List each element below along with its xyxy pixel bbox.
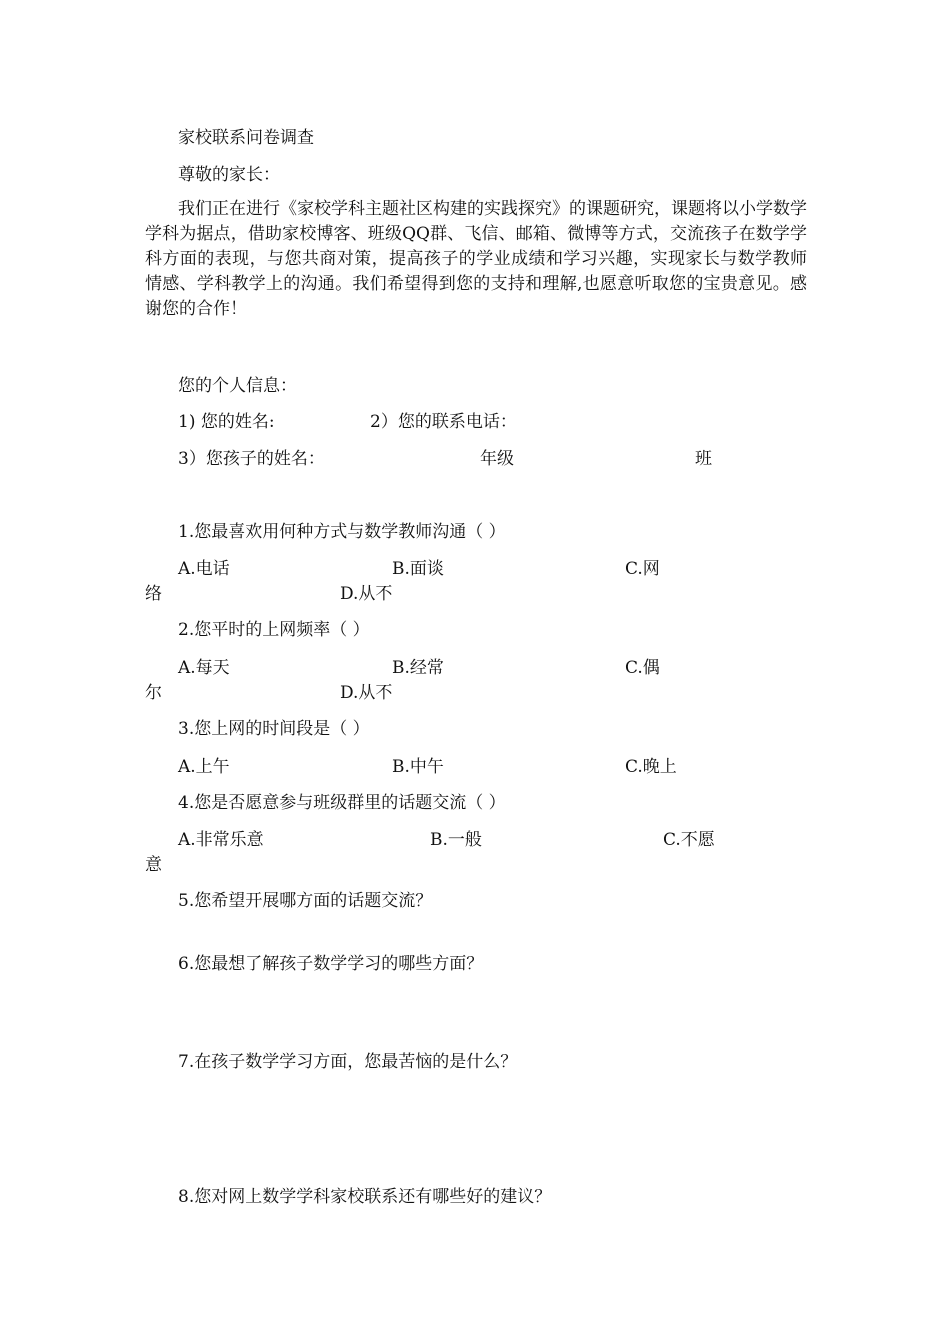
question-5: 5.您希望开展哪方面的话题交流？ xyxy=(178,891,433,911)
question-4: 4.您是否愿意参与班级群里的话题交流（ ） xyxy=(178,793,506,813)
salutation: 尊敬的家长： xyxy=(178,165,280,185)
q4-option-b: B.一般 xyxy=(430,830,482,850)
intro-paragraph: 我们正在进行《家校学科主题社区构建的实践探究》的课题研究，课题将以小学数学学科为据点，借助家校博客、班级QQ群、飞信、邮箱、微博等方式，交流孩子在数学学科方面的表现，与您共商对策，提高孩子的学业成绩和学习兴趣，实现家长与数学教师情感、学科教学上的沟通。我们希望得到您的支持和理解,也愿意听取您的宝贵意见。感谢您的合作！ xyxy=(145,199,807,319)
question-6: 6.您最想了解孩子数学学习的哪些方面？ xyxy=(178,954,484,974)
q1-option-b: B.面谈 xyxy=(392,559,444,579)
q3-option-a: A.上午 xyxy=(178,757,230,777)
q4-option-c-wrap: 意 xyxy=(145,855,162,875)
personal-info-heading: 您的个人信息： xyxy=(178,376,297,396)
q2-option-c: C.偶 xyxy=(625,658,660,678)
q1-option-c-wrap: 络 xyxy=(145,584,162,604)
q2-option-d: D.从不 xyxy=(340,683,393,703)
q1-option-d: D.从不 xyxy=(340,584,393,604)
question-8: 8.您对网上数学学科家校联系还有哪些好的建议？ xyxy=(178,1187,552,1207)
grade-field-label: 年级 xyxy=(480,449,514,469)
q2-option-c-wrap: 尔 xyxy=(145,683,162,703)
q1-option-c: C.网 xyxy=(625,559,660,579)
question-1: 1.您最喜欢用何种方式与数学教师沟通（ ） xyxy=(178,522,506,542)
question-3: 3.您上网的时间段是（ ） xyxy=(178,719,370,739)
q2-option-a: A.每天 xyxy=(178,658,230,678)
question-7: 7.在孩子数学学习方面，您最苦恼的是什么？ xyxy=(178,1052,518,1072)
q2-option-b: B.经常 xyxy=(392,658,444,678)
survey-title: 家校联系问卷调查 xyxy=(178,128,314,148)
class-field-label: 班 xyxy=(695,449,712,469)
q4-option-c: C.不愿 xyxy=(663,830,715,850)
q3-option-c: C.晚上 xyxy=(625,757,677,777)
name-field-label: 1) 您的姓名: xyxy=(178,412,275,432)
q1-option-a: A.电话 xyxy=(178,559,230,579)
child-name-field-label: 3）您孩子的姓名： xyxy=(178,449,325,469)
phone-field-label: 2）您的联系电话： xyxy=(370,412,517,432)
q4-option-a: A.非常乐意 xyxy=(178,830,264,850)
q3-option-b: B.中午 xyxy=(392,757,444,777)
question-2: 2.您平时的上网频率（ ） xyxy=(178,620,370,640)
